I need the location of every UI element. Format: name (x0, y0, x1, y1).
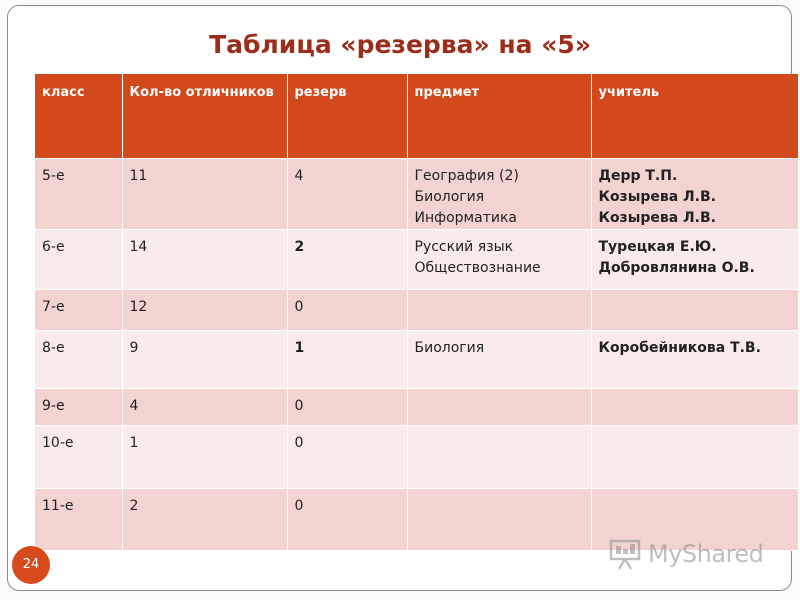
cell-class: 5-е (35, 158, 122, 229)
cell-excellent-count: 1 (122, 425, 287, 488)
watermark-text: MyShared (648, 540, 764, 568)
table-row (35, 388, 798, 425)
cell-teacher (591, 330, 798, 388)
subject-line: Информатика (414, 209, 517, 226)
cell-reserve: 0 (287, 425, 407, 488)
table-row (35, 425, 798, 488)
cell-teacher (591, 229, 798, 289)
cell-reserve: 0 (287, 289, 407, 330)
table-row (35, 229, 798, 289)
slide-title: Таблица «резерва» на «5» (209, 30, 591, 59)
cell-subject (407, 229, 591, 289)
cell-subject (407, 289, 591, 330)
cell-teacher (591, 289, 798, 330)
header-class: класс (35, 74, 122, 158)
cell-subject (407, 425, 591, 488)
table-body (35, 158, 798, 550)
cell-excellent-count: 4 (122, 388, 287, 425)
cell-class: 9-е (35, 388, 122, 425)
header-subject: предмет (407, 74, 591, 158)
cell-reserve: 2 (287, 229, 407, 289)
cell-class: 10-е (35, 425, 122, 488)
cell-excellent-count: 12 (122, 289, 287, 330)
teacher-line: Турецкая Е.Ю. (598, 238, 717, 255)
subject-line: Обществознание (414, 259, 541, 276)
cell-reserve: 1 (287, 330, 407, 388)
cell-class: 11-е (35, 488, 122, 550)
cell-subject (407, 158, 591, 229)
teacher-line: Добровлянина О.В. (598, 259, 755, 276)
cell-teacher (591, 425, 798, 488)
cell-excellent-count: 9 (122, 330, 287, 388)
table-header-row (35, 74, 798, 158)
cell-excellent-count: 11 (122, 158, 287, 229)
teacher-line: Дерр Т.П. (598, 167, 678, 184)
subject-line: География (2) (414, 167, 519, 184)
table-row (35, 289, 798, 330)
subject-line: Биология (414, 188, 485, 205)
reserve-table (35, 74, 799, 551)
page-number-badge: 24 (12, 546, 50, 584)
presentation-icon (608, 537, 642, 571)
table-row (35, 158, 798, 229)
table-row (35, 330, 798, 388)
subject-line: Биология (414, 339, 485, 356)
watermark (608, 536, 763, 572)
cell-reserve: 0 (287, 488, 407, 550)
cell-subject (407, 330, 591, 388)
cell-teacher (591, 158, 798, 229)
header-reserve: резерв (287, 74, 407, 158)
teacher-line: Козырева Л.В. (598, 209, 716, 226)
teacher-line: Козырева Л.В. (598, 188, 716, 205)
cell-subject (407, 388, 591, 425)
cell-class: 6-е (35, 229, 122, 289)
cell-reserve: 0 (287, 388, 407, 425)
cell-excellent-count: 14 (122, 229, 287, 289)
cell-reserve: 4 (287, 158, 407, 229)
cell-class: 7-е (35, 289, 122, 330)
cell-excellent-count: 2 (122, 488, 287, 550)
cell-subject (407, 488, 591, 550)
teacher-line: Коробейникова Т.В. (598, 339, 761, 356)
header-teacher: учитель (591, 74, 798, 158)
subject-line: Русский язык (414, 238, 514, 255)
cell-class: 8-е (35, 330, 122, 388)
cell-teacher (591, 388, 798, 425)
header-excellent-count: Кол-во отличников (122, 74, 287, 158)
